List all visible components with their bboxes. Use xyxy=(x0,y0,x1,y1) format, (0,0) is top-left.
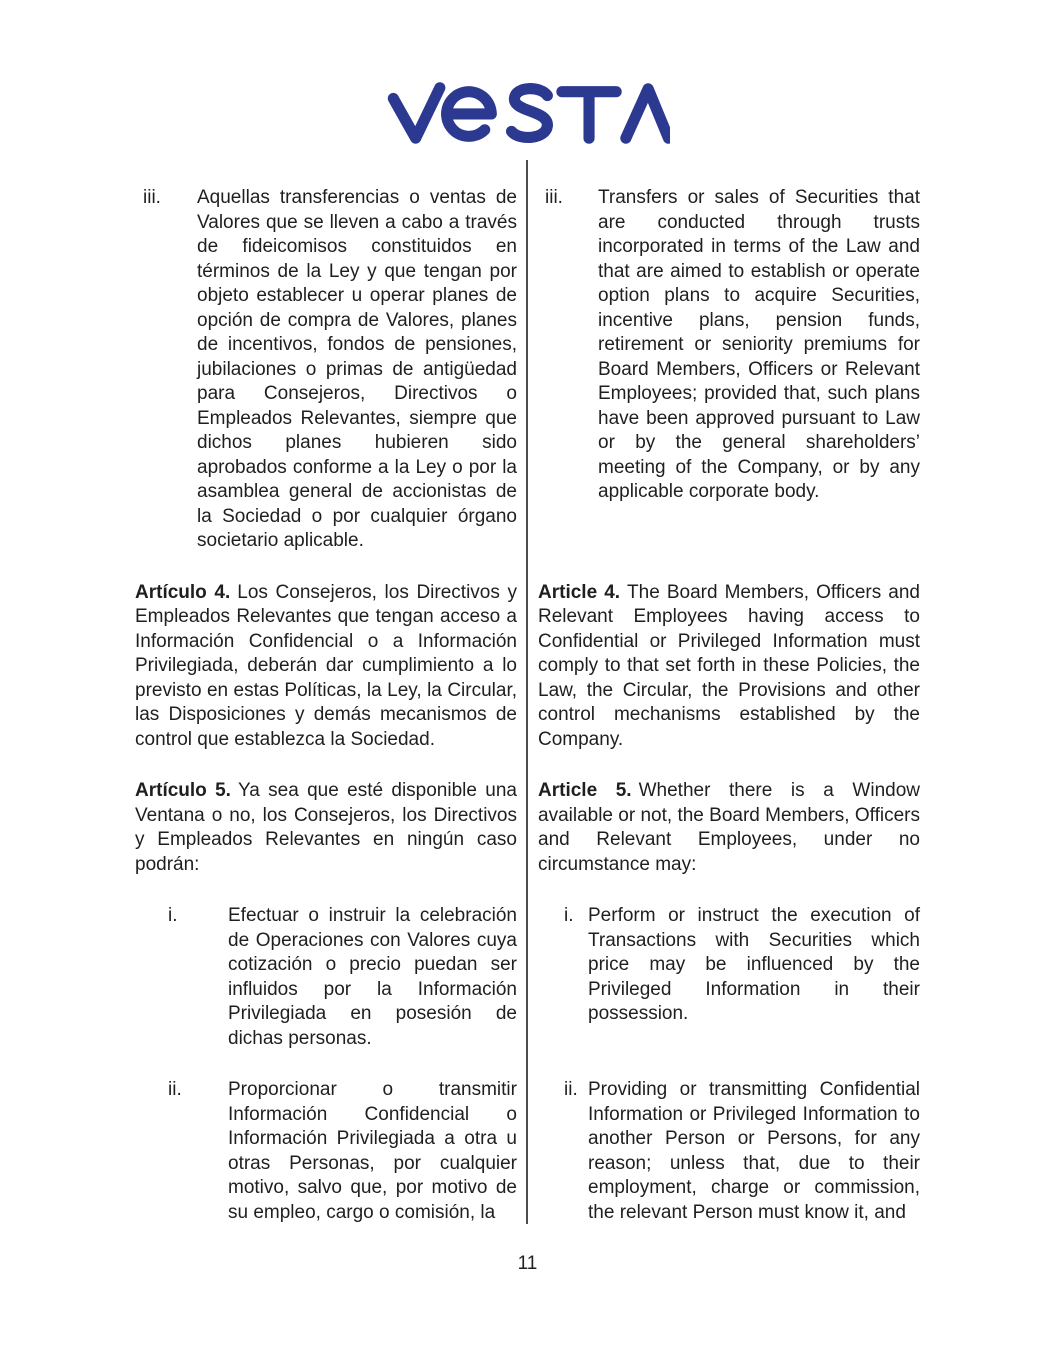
spanish-cell xyxy=(135,904,517,1051)
sub-list-item xyxy=(564,904,920,1027)
list-marker: ii. xyxy=(168,1079,182,1100)
list-text: Efectuar o instruir la celebración de Operaciones con Valores cuya cotización o precio puedan ser influidos por la Información Privilegiada en posesión de dichas personas. xyxy=(228,905,517,1049)
bilingual-row xyxy=(135,904,920,1051)
article-body: The Board Members, Officers and Relevant Employees having access to Confidential or Privileged Information must comply to that set forth in these Policies, the Law, the Circular, the Provisions and other control mechanisms established by the Company. xyxy=(538,581,920,750)
list-marker: i. xyxy=(168,905,178,926)
bilingual-row xyxy=(135,581,920,753)
list-text: Transfers or sales of Securities that are conducted through trusts incorporated in terms of the Law and that are aimed to establish or operate option plans to acquire Securities, incentive plans, pension funds, retirement or seniority premiums for Board Members, Officers or Relevant Employees; provided that, such plans have been approved pursuant to Law or by the general shareholders’ meeting of the Company, or by any applicable corporate body. xyxy=(598,187,920,502)
page-number: 11 xyxy=(517,1253,538,1274)
article-body: Ya sea que esté disponible una Ventana o no, los Consejeros, los Directivos y Empleados Relevantes en ningún caso podrán: xyxy=(135,780,517,875)
bilingual-row xyxy=(135,186,920,554)
sub-list-item xyxy=(168,1078,517,1225)
spanish-cell xyxy=(135,581,517,753)
english-cell xyxy=(538,581,920,753)
list-marker: i. xyxy=(564,905,574,926)
bilingual-row xyxy=(135,1078,920,1225)
article-paragraph xyxy=(538,779,920,877)
sub-list-item xyxy=(564,1078,920,1225)
logo-letter-s xyxy=(511,89,547,138)
list-marker: iii. xyxy=(545,187,563,208)
article-body: Whether there is a Window available or not, the Board Members, Officers and Relevant Employees, under no circumstance may: xyxy=(538,780,920,875)
vesta-logo xyxy=(0,82,1055,144)
list-text: Providing or transmitting Confidential Information or Privileged Information to another Person or Persons, for any reason; unless that, due to their employment, charge or commission, the relevant Person must know it, and xyxy=(588,1079,920,1223)
list-item xyxy=(538,186,920,505)
english-cell xyxy=(538,904,920,1051)
list-item xyxy=(135,186,517,554)
bilingual-content xyxy=(135,186,920,1252)
list-marker: iii. xyxy=(143,187,161,208)
list-text: Proporcionar o transmitir Información Confidencial o Información Privilegiada a otra u otras Personas, por cualquier motivo, salvo que, por motivo de su empleo, cargo o comisión, la xyxy=(228,1079,517,1223)
sub-list-item xyxy=(168,904,517,1051)
article-paragraph xyxy=(135,779,517,877)
article-number: Article 4. xyxy=(538,581,621,603)
article-number: Artículo 4. xyxy=(135,581,231,603)
spanish-cell xyxy=(135,1078,517,1225)
bilingual-row xyxy=(135,779,920,877)
list-text: Perform or instruct the execution of Transactions with Securities which price may be influenced by the Privileged Information in their possession. xyxy=(588,905,920,1024)
article-body: Los Consejeros, los Directivos y Empleados Relevantes que tengan acceso a Información Confidencial o a Información Privilegiada, deberán dar cumplimiento a lo previsto en estas Políticas, la Ley, la Circular, las Disposiciones y demás mecanismos de control que establezca la Sociedad. xyxy=(135,581,518,750)
article-paragraph xyxy=(135,581,517,753)
logo-letter-t xyxy=(561,92,615,139)
article-number: Artículo 5. xyxy=(135,780,231,801)
article-number: Article 5. xyxy=(538,780,632,801)
list-text: Aquellas transferencias o ventas de Valores que se lleven a cabo a través de fideicomisos constituidos en términos de la Ley y que tengan por objeto establecer u operar planes de opción de compra de Valores, planes de incentivos, fondos de pensiones, jubilaciones o primas de antigüedad para Consejeros, Directivos o Empleados Relevantes, siempre que dichos planes hubieren sido aprobados conforme a la Ley o por la asamblea general de accionistas de la Sociedad o por cualquier órgano societario aplicable. xyxy=(197,187,517,551)
vesta-logo-icon xyxy=(386,82,670,144)
english-cell xyxy=(538,186,920,554)
list-marker: ii. xyxy=(564,1079,578,1100)
english-cell xyxy=(538,1078,920,1225)
spanish-cell xyxy=(135,779,517,877)
english-cell xyxy=(538,779,920,877)
spanish-cell xyxy=(135,186,517,554)
logo-letter-v xyxy=(393,88,440,138)
article-paragraph xyxy=(538,581,920,753)
logo-letter-a xyxy=(625,89,668,138)
